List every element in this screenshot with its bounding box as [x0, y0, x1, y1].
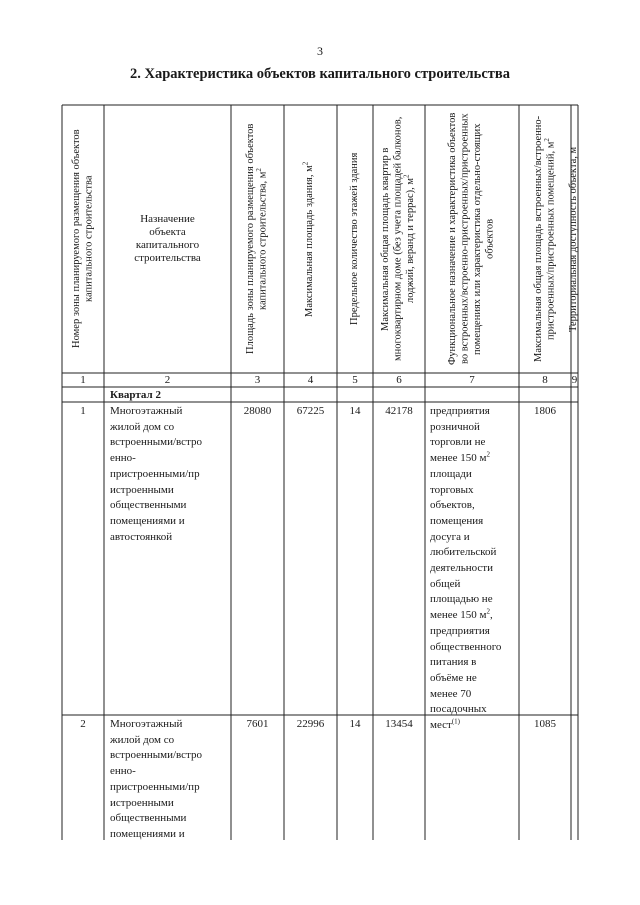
column-number-5: 5: [352, 374, 358, 386]
header-max-building-area: Максимальная площадь здания, $м^2$: [301, 161, 316, 317]
column-number-4: 4: [307, 374, 314, 386]
row-1-zone-area: 28080: [243, 405, 272, 417]
header-max-builtin-area: Максимальная общая площадь встроенных/встроенно-пристроенных/пристроенных помещений, $м^2$: [532, 115, 556, 363]
row-1-max-building-area: 67225: [296, 405, 325, 417]
group-label: Квартал 2: [110, 389, 161, 401]
column-number-9: 9: [571, 374, 578, 386]
row-1-max-floors: 14: [349, 405, 361, 417]
row-2-max-floors: 14: [349, 718, 361, 730]
row-2-purpose: Многоэтажный жилой дом со встроенными/встро енно- пристроенными/пр истроенными общественными помещениями и: [110, 718, 202, 840]
header-zone-area: Площадь зоны планируемого размещения объектов капитального строительства, $м^2$: [245, 123, 269, 355]
column-number-1: 1: [80, 374, 86, 386]
row-2-max-apartment-area: 13454: [385, 718, 413, 730]
row-1-max-apartment-area: 42178: [385, 405, 413, 417]
header-zone-number: Номер зоны планируемого размещения объектов капитального строительства: [70, 129, 94, 349]
header-functional-purpose: Функциональное назначение и характеристика объектов во встроенных/встроенно-пристроенных/пристроенных помещениях или характеристика отдельно-стоящих объектов: [447, 112, 496, 366]
row-2-max-builtin-area: 1085: [534, 718, 556, 730]
row-2-zone-area: 7601: [246, 718, 269, 730]
row-1-purpose: Многоэтажный жилой дом со встроенными/встро енно- пристроенными/пр истроенными общественными помещениями и автостоянкой: [110, 405, 202, 543]
column-number-2: 2: [164, 374, 171, 386]
characteristics-table: [0, 95, 640, 855]
header-max-floors: Предельное количество этажей здания: [348, 152, 360, 326]
row-1-zone-number: 1: [80, 405, 86, 417]
row-2-zone-number: 2: [80, 718, 86, 730]
column-number-8: 8: [542, 374, 548, 386]
row-1-max-builtin-area: 1806: [534, 405, 556, 417]
page-number: 3: [317, 44, 323, 58]
section-title: 2. Характеристика объектов капитального строительства: [130, 66, 510, 82]
header-purpose: Назначение объекта капитального строительства: [134, 213, 201, 264]
row-2-max-building-area: 22996: [296, 718, 325, 730]
header-max-apartment-area: Максимальная общая площадь квартир в многоквартирном доме (без учета площадей балконов, лоджий, веранд и террас), $м^2$: [380, 116, 417, 362]
column-number-3: 3: [254, 374, 261, 386]
row-1-functional-purpose: предприятия розничной торговли не менее 150 $м^2$ площади торговых объектов, помещения досуга и любительской деятельности общей площадью не менее 150 $м^2$, предприятия общественного питания в объёме не менее 70 посадочных мест$^{(1)}$: [430, 405, 502, 732]
header-accessibility: Территориальная доступность объекта, м: [568, 146, 580, 332]
column-number-7: 7: [469, 374, 475, 386]
column-number-6: 6: [396, 374, 402, 386]
